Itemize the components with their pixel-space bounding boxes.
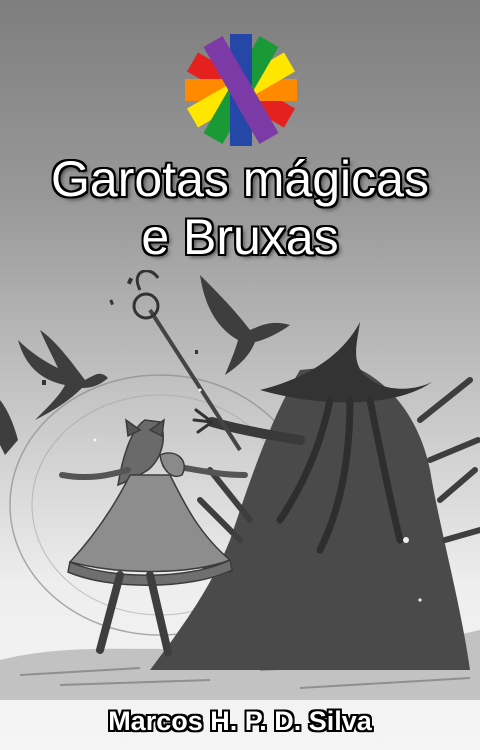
girl-dress bbox=[70, 475, 230, 572]
staff-crescent bbox=[137, 271, 158, 290]
crow-right bbox=[200, 275, 290, 375]
girl-puff-sleeve bbox=[160, 453, 184, 476]
girl-arm-left bbox=[62, 470, 128, 477]
magical-girl-vs-witch-illustration bbox=[0, 270, 480, 700]
staff-orb bbox=[134, 294, 158, 318]
witch-claws bbox=[194, 410, 212, 432]
book-title bbox=[0, 150, 480, 266]
rainbow-star-icon bbox=[185, 34, 297, 146]
witch-hat bbox=[260, 322, 432, 402]
crow-far-left bbox=[0, 400, 18, 455]
girl-legs bbox=[100, 575, 168, 652]
title-line-2: e Bruxas bbox=[141, 209, 339, 265]
book-author: Marcos H. P. D. Silva bbox=[108, 706, 372, 736]
title-line-1: Garotas mágicas bbox=[51, 151, 429, 207]
